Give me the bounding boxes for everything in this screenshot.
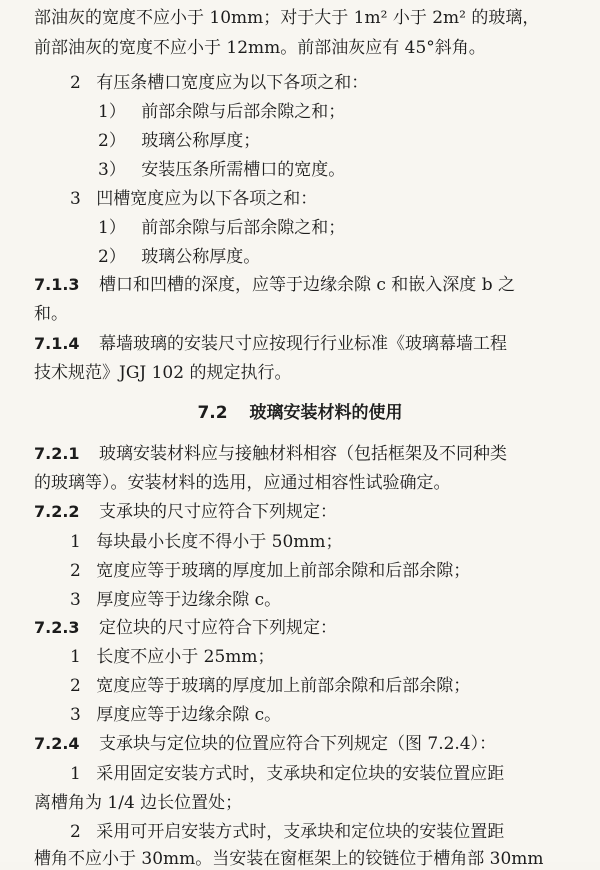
clause bbox=[34, 274, 574, 296]
list-item bbox=[70, 675, 574, 697]
clause bbox=[34, 733, 574, 755]
line-text: 安装压条所需槽口的宽度。 bbox=[141, 160, 346, 180]
list-item bbox=[70, 589, 574, 611]
line-text: 部油灰的宽度不应小于 10mm；对于大于 1m² 小于 2m² 的玻璃， bbox=[34, 8, 540, 28]
line-text: 槽角不应小于 30mm。当安装在窗框架上的铰链位于槽角部 30mm bbox=[34, 849, 544, 869]
item-number: 2 bbox=[70, 822, 81, 842]
line-text: 支承块与定位块的位置应符合下列规定（图 7.2.4）： bbox=[98, 734, 497, 754]
line-text: 离槽角为 1/4 边长位置处； bbox=[34, 793, 243, 813]
text-line bbox=[34, 472, 574, 494]
text-line bbox=[34, 792, 574, 814]
list-item bbox=[70, 531, 574, 553]
text-line bbox=[34, 37, 574, 59]
section-heading: 玻璃安装材料的使用 bbox=[249, 403, 403, 423]
line-text: 玻璃公称厚度。 bbox=[141, 247, 261, 267]
list-item bbox=[98, 246, 574, 268]
item-number: 2） bbox=[98, 131, 126, 151]
section-number: 7.2 bbox=[197, 403, 228, 423]
list-item bbox=[98, 130, 574, 152]
clause bbox=[34, 501, 574, 523]
list-item bbox=[70, 763, 574, 785]
list-item bbox=[70, 646, 574, 668]
list-item bbox=[70, 72, 574, 94]
line-text: 宽度应等于玻璃的厚度加上前部余隙和后部余隙； bbox=[96, 676, 471, 696]
item-number: 1） bbox=[98, 218, 126, 238]
clause-number: 7.2.4 bbox=[34, 734, 80, 753]
list-item bbox=[98, 101, 574, 123]
text-line bbox=[34, 848, 574, 870]
item-number: 1 bbox=[70, 647, 81, 667]
clause bbox=[34, 333, 574, 355]
clause-number: 7.1.3 bbox=[34, 275, 80, 294]
line-text: 前部余隙与后部余隙之和； bbox=[141, 218, 346, 238]
line-text: 的玻璃等）。安装材料的选用，应通过相容性试验确定。 bbox=[34, 473, 451, 493]
list-item bbox=[98, 217, 574, 239]
item-number: 2 bbox=[70, 73, 81, 93]
line-text: 支承块的尺寸应符合下列规定： bbox=[98, 502, 337, 522]
list-item bbox=[70, 188, 574, 210]
line-text: 厚度应等于边缘余隙 c。 bbox=[96, 705, 282, 725]
list-item bbox=[70, 821, 574, 843]
clause bbox=[34, 617, 574, 639]
clause-number: 7.2.1 bbox=[34, 444, 80, 463]
line-text: 长度不应小于 25mm； bbox=[96, 647, 275, 667]
line-text: 技术规范》JGJ 102 的规定执行。 bbox=[34, 363, 292, 383]
item-number: 2 bbox=[70, 561, 81, 581]
clause-number: 7.2.2 bbox=[34, 502, 80, 521]
section-title bbox=[0, 402, 600, 424]
line-text: 玻璃安装材料应与接触材料相容（包括框架及不同种类 bbox=[98, 444, 507, 464]
line-text: 玻璃公称厚度； bbox=[141, 131, 261, 151]
item-number: 1 bbox=[70, 764, 81, 784]
list-item bbox=[70, 704, 574, 726]
line-text: 厚度应等于边缘余隙 c。 bbox=[96, 590, 282, 610]
line-text: 定位块的尺寸应符合下列规定： bbox=[98, 618, 337, 638]
text-line bbox=[34, 303, 574, 325]
item-number: 1） bbox=[98, 102, 126, 122]
line-text: 采用可开启安装方式时，支承块和定位块的安装位置距 bbox=[96, 822, 505, 842]
line-text: 凹槽宽度应为以下各项之和： bbox=[96, 189, 318, 209]
line-text: 宽度应等于玻璃的厚度加上前部余隙和后部余隙； bbox=[96, 561, 471, 581]
clause bbox=[34, 443, 574, 465]
item-number: 3） bbox=[98, 160, 126, 180]
item-number: 2） bbox=[98, 247, 126, 267]
line-text: 前部油灰的宽度不应小于 12mm。前部油灰应有 45°斜角。 bbox=[34, 38, 486, 58]
item-number: 3 bbox=[70, 705, 81, 725]
clause-number: 7.1.4 bbox=[34, 334, 80, 353]
line-text: 前部余隙与后部余隙之和； bbox=[141, 102, 346, 122]
list-item bbox=[98, 159, 574, 181]
item-number: 3 bbox=[70, 189, 81, 209]
item-number: 1 bbox=[70, 532, 81, 552]
text-line bbox=[34, 362, 574, 384]
clause-number: 7.2.3 bbox=[34, 618, 80, 637]
text-line bbox=[34, 7, 574, 29]
item-number: 2 bbox=[70, 676, 81, 696]
line-text: 采用固定安装方式时，支承块和定位块的安装位置应距 bbox=[96, 764, 505, 784]
line-text: 有压条槽口宽度应为以下各项之和： bbox=[96, 73, 369, 93]
line-text: 每块最小长度不得小于 50mm； bbox=[96, 532, 343, 552]
line-text: 槽口和凹槽的深度，应等于边缘余隙 c 和嵌入深度 b 之 bbox=[98, 275, 515, 295]
line-text: 和。 bbox=[34, 304, 68, 324]
item-number: 3 bbox=[70, 590, 81, 610]
list-item bbox=[70, 560, 574, 582]
line-text: 幕墙玻璃的安装尺寸应按现行行业标准《玻璃幕墙工程 bbox=[98, 334, 507, 354]
